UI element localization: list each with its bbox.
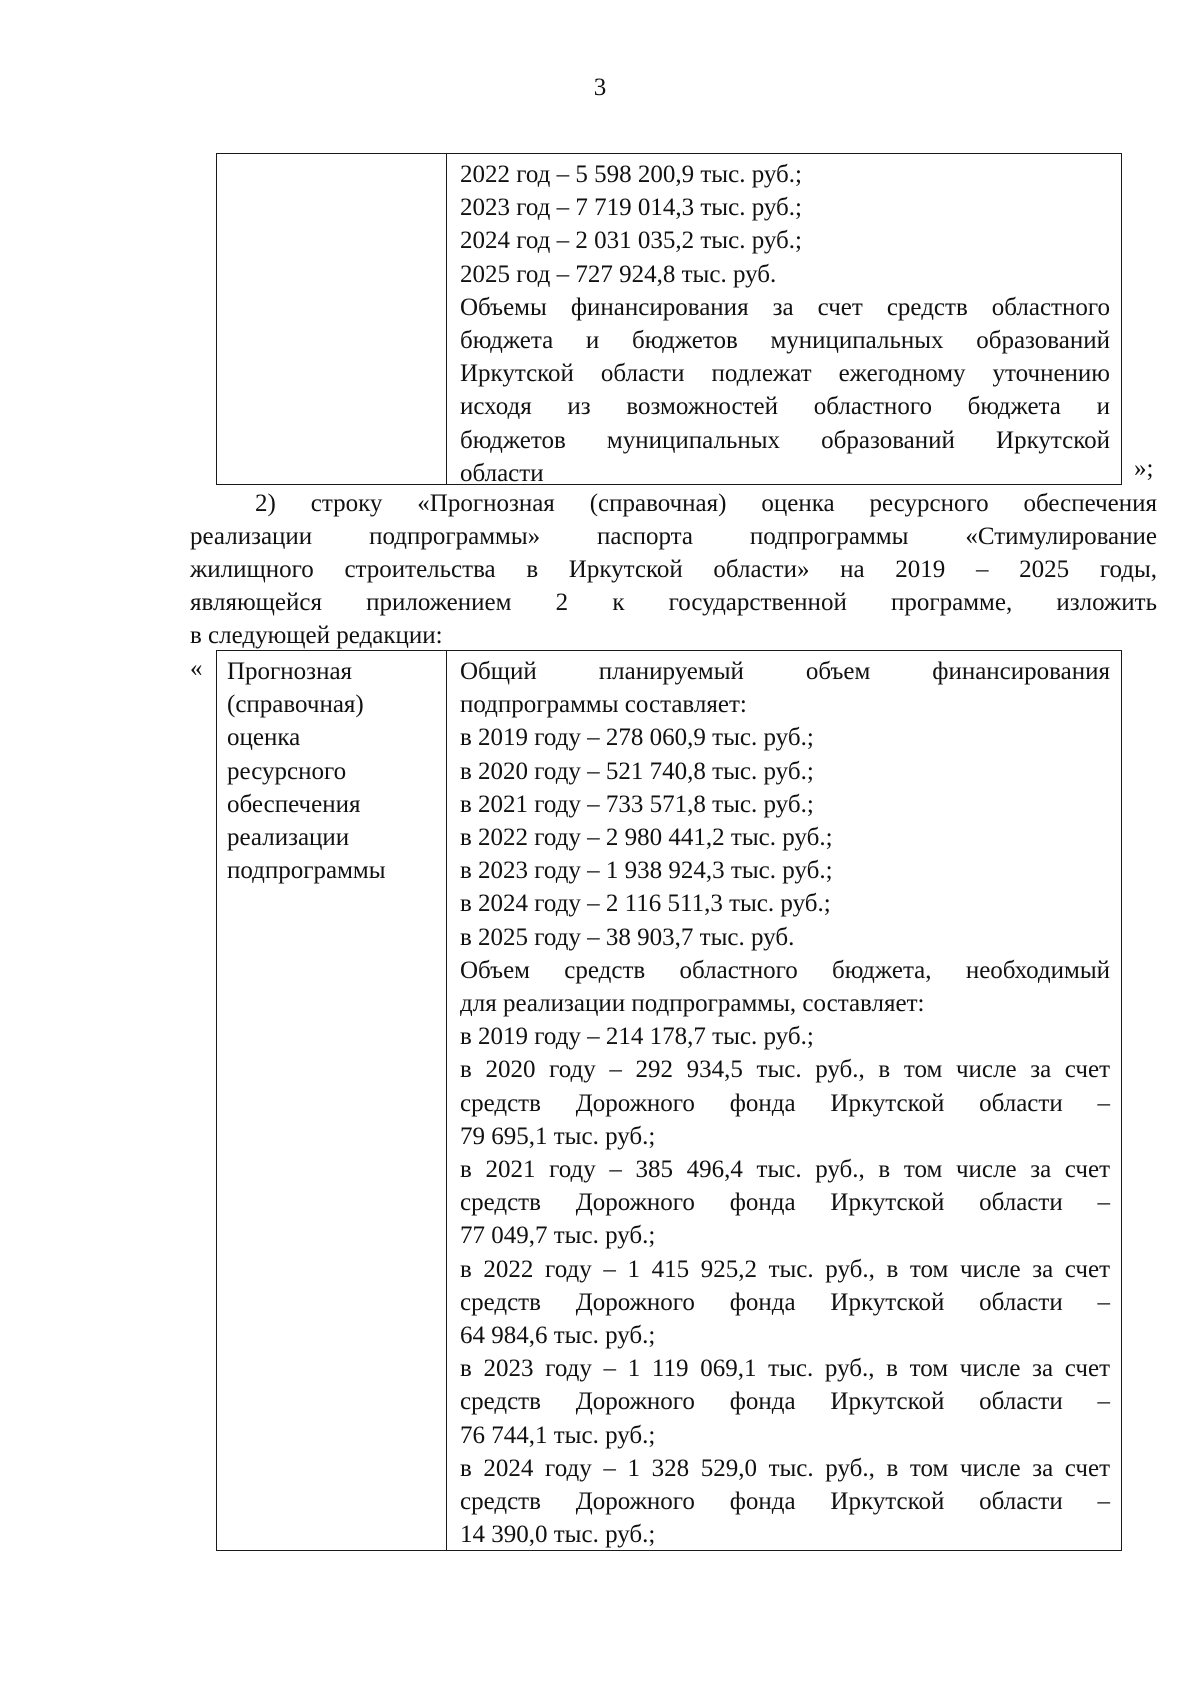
text-line: бюджетов муниципальных образований Иркутской bbox=[460, 426, 1110, 454]
text-line: 64 984,6 тыс. руб.; bbox=[460, 1322, 656, 1350]
paragraph-line: реализации подпрограммы» паспорта подпрограммы «Стимулирование bbox=[190, 523, 1157, 550]
text-line: ресурсного bbox=[227, 757, 347, 785]
text-line: в 2019 году – 278 060,9 тыс. руб.; bbox=[460, 724, 814, 752]
paragraph-line: являющейся приложением 2 к государственной программе, изложить bbox=[190, 589, 1157, 616]
text-line: Иркутской области подлежат ежегодному уточнению bbox=[460, 360, 1110, 388]
table-right-cell bbox=[460, 158, 1110, 490]
opening-quote: « bbox=[190, 655, 203, 682]
closing-quote: »; bbox=[1134, 455, 1154, 482]
text-line: обеспечения bbox=[227, 790, 361, 818]
text-line: бюджета и бюджетов муниципальных образований bbox=[460, 327, 1110, 355]
text-line: 76 744,1 тыс. руб.; bbox=[460, 1421, 656, 1449]
text-line: 79 695,1 тыс. руб.; bbox=[460, 1122, 656, 1150]
paragraph-line: в следующей редакции: bbox=[190, 622, 443, 649]
text-line: в 2023 году – 1 938 924,3 тыс. руб.; bbox=[460, 857, 833, 885]
amendment-paragraph bbox=[190, 487, 1157, 652]
text-line: области bbox=[460, 459, 544, 487]
column-divider bbox=[446, 154, 447, 484]
text-line: Объемы финансирования за счет средств областного bbox=[460, 293, 1110, 321]
text-line: в 2025 году – 38 903,7 тыс. руб. bbox=[460, 923, 795, 951]
text-line: 2023 год – 7 719 014,3 тыс. руб.; bbox=[460, 194, 802, 222]
column-divider bbox=[446, 651, 447, 1550]
text-line: в 2020 году – 292 934,5 тыс. руб., в том числе за счет bbox=[460, 1056, 1110, 1084]
table-resource-estimate bbox=[216, 650, 1122, 1551]
text-line: средств Дорожного фонда Иркутской области – bbox=[460, 1488, 1110, 1516]
text-line: в 2021 году – 385 496,4 тыс. руб., в том числе за счет bbox=[460, 1156, 1110, 1184]
text-line: исходя из возможностей областного бюджета и bbox=[460, 393, 1110, 421]
text-line: 14 390,0 тыс. руб.; bbox=[460, 1521, 656, 1549]
text-line: 2025 год – 727 924,8 тыс. руб. bbox=[460, 260, 777, 288]
table-continuation bbox=[216, 153, 1122, 485]
paragraph-line: 2) строку «Прогнозная (справочная) оценка ресурсного обеспечения bbox=[255, 490, 1157, 517]
text-line: в 2019 году – 214 178,7 тыс. руб.; bbox=[460, 1023, 814, 1051]
text-line: для реализации подпрограммы, составляет: bbox=[460, 990, 925, 1018]
text-line: средств Дорожного фонда Иркутской области – bbox=[460, 1388, 1110, 1416]
text-line: средств Дорожного фонда Иркутской области – bbox=[460, 1189, 1110, 1217]
text-line: в 2024 году – 1 328 529,0 тыс. руб., в том числе за счет bbox=[460, 1454, 1110, 1482]
paragraph-line: жилищного строительства в Иркутской области» на 2019 – 2025 годы, bbox=[190, 556, 1157, 583]
text-line: подпрограммы составляет: bbox=[460, 691, 747, 719]
text-line: реализации bbox=[227, 824, 350, 852]
page-number: 3 bbox=[593, 74, 607, 101]
text-line: 2022 год – 5 598 200,9 тыс. руб.; bbox=[460, 161, 802, 188]
text-line: 2024 год – 2 031 035,2 тыс. руб.; bbox=[460, 227, 802, 255]
text-line: в 2021 году – 733 571,8 тыс. руб.; bbox=[460, 790, 814, 818]
text-line: средств Дорожного фонда Иркутской области – bbox=[460, 1089, 1110, 1117]
text-line: в 2023 году – 1 119 069,1 тыс. руб., в том числе за счет bbox=[460, 1355, 1110, 1383]
text-line: в 2022 году – 2 980 441,2 тыс. руб.; bbox=[460, 824, 833, 852]
text-line: 77 049,7 тыс. руб.; bbox=[460, 1222, 656, 1250]
text-line: в 2022 году – 1 415 925,2 тыс. руб., в том числе за счет bbox=[460, 1255, 1110, 1283]
text-line: Объем средств областного бюджета, необходимый bbox=[460, 956, 1110, 984]
text-line: Прогнозная bbox=[227, 658, 353, 685]
text-line: оценка bbox=[227, 724, 301, 752]
text-line: средств Дорожного фонда Иркутской области – bbox=[460, 1288, 1110, 1316]
text-line: Общий планируемый объем финансирования bbox=[460, 658, 1110, 685]
text-line: в 2020 году – 521 740,8 тыс. руб.; bbox=[460, 757, 814, 785]
text-line: подпрограммы bbox=[227, 857, 386, 885]
text-line: (справочная) bbox=[227, 691, 364, 719]
table-right-cell bbox=[460, 655, 1110, 1551]
table-left-cell bbox=[227, 655, 437, 887]
text-line: в 2024 году – 2 116 511,3 тыс. руб.; bbox=[460, 890, 831, 918]
